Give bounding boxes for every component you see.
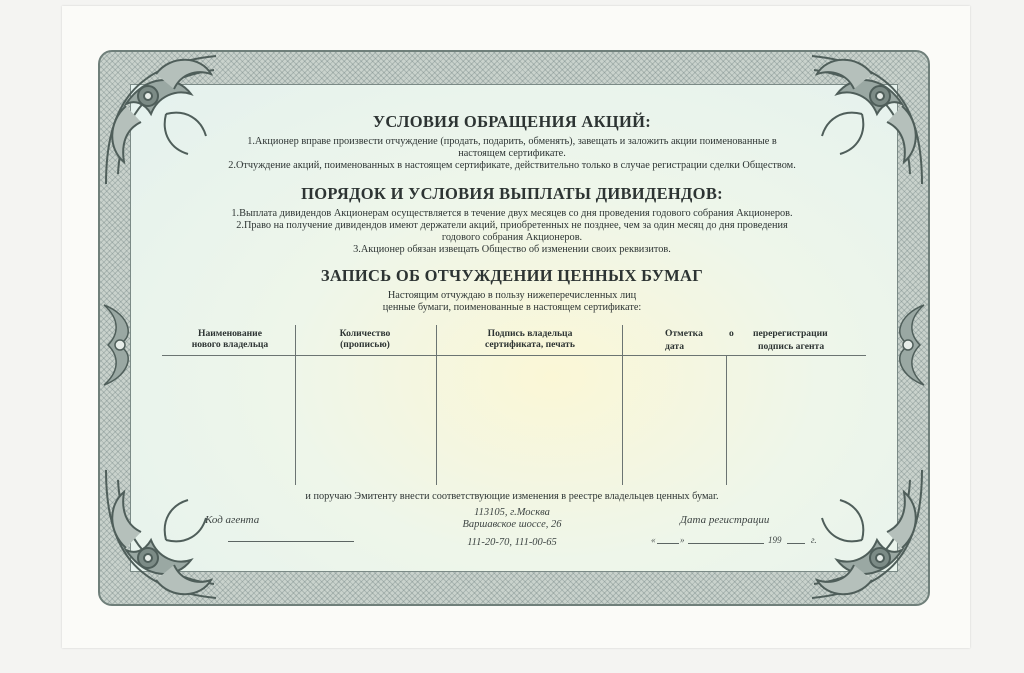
address-line-2: Варшавское шоссе, 26 bbox=[462, 519, 562, 530]
table-header-rule bbox=[162, 355, 866, 356]
table-divider-4 bbox=[726, 356, 727, 485]
col-signature-header bbox=[460, 328, 600, 350]
dividends-line-1: 1.Выплата дивидендов Акционерам осуществляется в течение двух месяцев со дня проведения годового собрания Акционеров. bbox=[231, 208, 793, 219]
col-mark-header: Отметка bbox=[665, 328, 703, 339]
conditions-line-1: 1.Акционер вправе произвести отчуждение (продать, подарить, обменять), завещать и заложить акции поименованные в bbox=[247, 136, 777, 147]
col-quantity-header bbox=[310, 328, 420, 350]
transfer-line-1: Настоящим отчуждаю в пользу нижеперечисленных лиц bbox=[387, 290, 637, 301]
col-quantity-line-2: (прописью) bbox=[340, 339, 390, 350]
col-signature-line-2: сертификата, печать bbox=[485, 339, 575, 350]
agent-code-label: Код агента bbox=[205, 514, 260, 526]
date-year-line bbox=[787, 543, 805, 544]
dividends-title: ПОРЯДОК И УСЛОВИЯ ВЫПЛАТЫ ДИВИДЕНДОВ: bbox=[301, 184, 723, 203]
dividends-line-2: 2.Право на получение дивидендов имеют держатели акций, приобретенных не позднее, чем за один месяц до дня проведения bbox=[236, 220, 788, 231]
col-agent-signature-header: подпись агента bbox=[758, 341, 825, 352]
col-new-owner-header bbox=[175, 328, 285, 350]
col-new-owner-line-2: нового владельца bbox=[191, 339, 269, 350]
phones: 111-20-70, 111-00-65 bbox=[467, 537, 557, 548]
col-reregistration-header: перерегистрации bbox=[753, 328, 828, 339]
col-date-header: дата bbox=[665, 341, 685, 352]
instruction-text: и поручаю Эмитенту внести соответствующие изменения в реестре владельцев ценных бумаг. bbox=[305, 491, 719, 502]
transfer-title: ЗАПИСЬ ОБ ОТЧУЖДЕНИИ ЦЕННЫХ БУМАГ bbox=[320, 266, 704, 285]
ornament-corner-bottom-right bbox=[782, 460, 932, 610]
date-month-line bbox=[688, 543, 764, 544]
col-signature-line-1: Подпись владельца bbox=[487, 328, 573, 339]
dividends-line-3: годового собрания Акционеров. bbox=[441, 232, 583, 243]
address-line-1: 113105, г.Москва bbox=[474, 507, 550, 518]
date-year-prefix: 199 bbox=[768, 535, 782, 545]
conditions-line-3: 2.Отчуждение акций, поименованных в настоящем сертификате, действительно только в случае регистрации сделки Обществом. bbox=[228, 160, 796, 171]
conditions-title: УСЛОВИЯ ОБРАЩЕНИЯ АКЦИЙ: bbox=[372, 112, 652, 131]
date-quote-open: « bbox=[651, 535, 656, 545]
table-divider-3 bbox=[622, 325, 623, 485]
table-divider-1 bbox=[295, 325, 296, 485]
col-mark-o: о bbox=[729, 328, 734, 339]
conditions-line-2: настоящем сертификате. bbox=[458, 148, 566, 159]
date-day-line bbox=[657, 543, 679, 544]
ornament-corner-bottom-left bbox=[96, 460, 246, 610]
dividends-line-4: 3.Акционер обязан извещать Общество об изменении своих реквизитов. bbox=[353, 244, 671, 255]
date-quote-close: » bbox=[680, 535, 685, 545]
col-new-owner-line-1: Наименование bbox=[198, 328, 262, 339]
registration-date-label: Дата регистрации bbox=[680, 514, 770, 526]
date-year-suffix: г. bbox=[811, 535, 817, 545]
transfer-line-2: ценные бумаги, поименованные в настоящем сертификате: bbox=[382, 302, 642, 313]
table-divider-2 bbox=[436, 325, 437, 485]
col-quantity-line-1: Количество bbox=[339, 328, 391, 339]
